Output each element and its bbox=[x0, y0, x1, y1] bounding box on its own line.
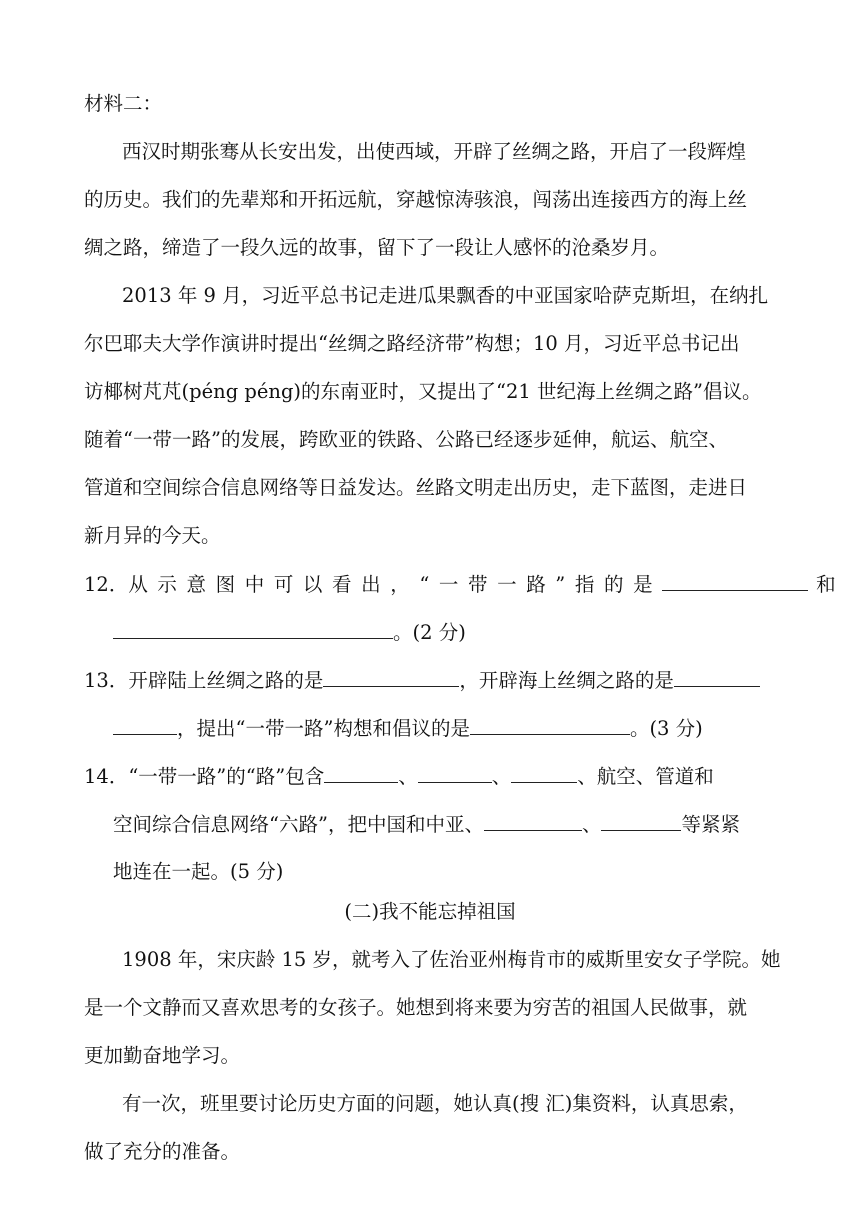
answer-blank[interactable] bbox=[662, 572, 808, 591]
paragraph-line: 做了充分的准备。 bbox=[84, 1140, 241, 1163]
paragraph-line: 2013 年 9 月，习近平总书记走进瓜果飘香的中亚国家哈萨克斯坦，在纳扎 bbox=[122, 284, 769, 307]
paragraph-line: 有一次，班里要讨论历史方面的问题，她认真(搜 汇)集资料，认真思索， bbox=[122, 1092, 748, 1115]
question-12 bbox=[84, 572, 836, 598]
question-14-cont: 地连在一起。(5 分) bbox=[113, 860, 284, 883]
answer-blank[interactable] bbox=[323, 668, 459, 687]
answer-blank[interactable] bbox=[113, 716, 177, 735]
paragraph-line: 是一个文静而又喜欢思考的女孩子。她想到将来要为穷苦的祖国人民做事，就 bbox=[84, 996, 748, 1019]
paragraph-line: 管道和空间综合信息网络等日益发达。丝路文明走出历史，走下蓝图，走进日 bbox=[84, 476, 748, 499]
question-text: 、航空、管道和 bbox=[577, 765, 714, 788]
answer-blank[interactable] bbox=[324, 764, 398, 783]
answer-blank[interactable] bbox=[484, 812, 582, 831]
paragraph-line: 访椰树芃芃(péng péng)的东南亚时，又提出了“21 世纪海上丝绸之路”倡议。 bbox=[84, 380, 762, 403]
question-12-cont bbox=[113, 620, 783, 646]
section-title: (二)我不能忘掉祖国 bbox=[344, 900, 516, 923]
paragraph-line: 1908 年，宋庆龄 15 岁，就考入了佐治亚州梅肯市的威斯里安女子学院。她 bbox=[122, 948, 781, 971]
paragraph-line: 新月异的今天。 bbox=[84, 524, 221, 547]
question-14-cont bbox=[113, 812, 783, 838]
question-text: ，开辟海上丝绸之路的是 bbox=[459, 669, 674, 692]
material-title: 材料二： bbox=[84, 92, 163, 115]
question-number: 13． bbox=[84, 669, 129, 692]
paragraph-line: 绸之路，缔造了一段久远的故事，留下了一段让人感怀的沧桑岁月。 bbox=[84, 236, 670, 259]
answer-blank[interactable] bbox=[470, 716, 630, 735]
question-text: “一带一路”的“路”包含 bbox=[128, 765, 325, 788]
separator: 、 bbox=[491, 765, 512, 788]
question-text: 空间综合信息网络“六路”，把中国和中亚、 bbox=[113, 813, 484, 836]
question-text: 和 bbox=[816, 573, 836, 596]
answer-blank[interactable] bbox=[674, 668, 760, 687]
question-14 bbox=[84, 764, 784, 790]
answer-blank[interactable] bbox=[113, 620, 393, 639]
answer-blank[interactable] bbox=[511, 764, 577, 783]
separator: 、 bbox=[581, 813, 602, 836]
question-text: 从示意图中可以看出，“一带一路”指的是 bbox=[128, 573, 663, 596]
paragraph-line: 尔巴耶夫大学作演讲时提出“丝绸之路经济带”构想；10 月，习近平总书记出 bbox=[84, 332, 740, 355]
paragraph-line: 更加勤奋地学习。 bbox=[84, 1044, 241, 1067]
question-text: 等紧紧 bbox=[681, 813, 740, 836]
paragraph-line: 西汉时期张骞从长安出发，出使西域，开辟了丝绸之路，开启了一段辉煌 bbox=[122, 140, 747, 163]
separator: 、 bbox=[398, 765, 418, 788]
answer-blank[interactable] bbox=[418, 764, 492, 783]
question-number: 12． bbox=[84, 573, 129, 596]
question-text: ，提出“一带一路”构想和倡议的是 bbox=[177, 717, 470, 740]
answer-blank[interactable] bbox=[601, 812, 681, 831]
question-text: 。(2 分) bbox=[393, 621, 466, 644]
question-13-cont bbox=[113, 716, 783, 742]
question-text: 。(3 分) bbox=[629, 717, 703, 740]
question-text: 开辟陆上丝绸之路的是 bbox=[128, 669, 324, 692]
question-13 bbox=[84, 668, 784, 694]
question-number: 14． bbox=[84, 765, 129, 788]
paragraph-line: 的历史。我们的先辈郑和开拓远航，穿越惊涛骇浪，闯荡出连接西方的海上丝 bbox=[84, 188, 748, 211]
paragraph-line: 随着“一带一路”的发展，跨欧亚的铁路、公路已经逐步延伸，航运、航空、 bbox=[84, 428, 728, 451]
